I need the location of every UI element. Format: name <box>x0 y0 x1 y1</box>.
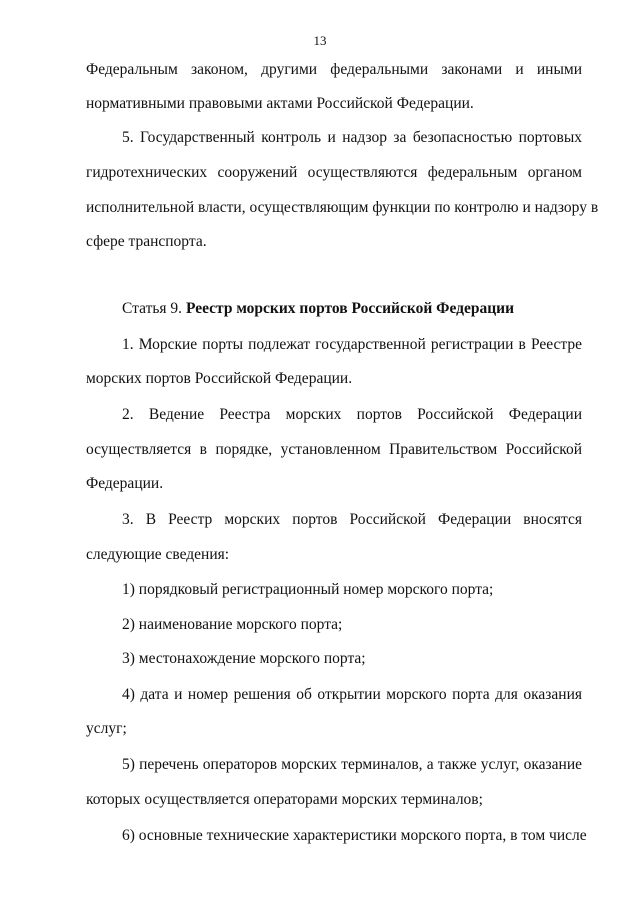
text-line: гидротехнических сооружений осуществляются федеральным органом <box>86 164 582 181</box>
list-item: 2) наименование морского порта; <box>122 616 343 633</box>
text-line: услуг; <box>86 720 127 737</box>
text-line: следующие сведения: <box>86 546 230 563</box>
text-line: сфере транспорта. <box>86 233 207 250</box>
text-line: 5. Государственный контроль и надзор за безопасностью портовых <box>122 129 582 146</box>
text-line: исполнительной власти, осуществляющим функции по контролю и надзору в <box>86 199 599 216</box>
text-line: которых осуществляется операторами морских терминалов; <box>86 791 483 808</box>
list-item: 3) местонахождение морского порта; <box>122 650 366 667</box>
text-line: осуществляется в порядке, установленном Правительством Российской <box>86 441 582 458</box>
text-line: нормативными правовыми актами Российской Федерации. <box>86 95 474 112</box>
article-number: Статья 9. <box>122 300 186 317</box>
list-item: 6) основные технические характеристики морского порта, в том числе <box>122 827 587 844</box>
text-line: 2. Ведение Реестра морских портов Российской Федерации <box>122 406 582 423</box>
text-line: Федеральным законом, другими федеральными законами и иными <box>86 61 582 78</box>
page-number: 13 <box>313 33 327 48</box>
article-heading <box>122 299 582 319</box>
text-line: 3. В Реестр морских портов Российской Федерации вносятся <box>122 511 582 528</box>
text-line: морских портов Российской Федерации. <box>86 370 353 387</box>
article-title: Реестр морских портов Российской Федерации <box>185 300 515 317</box>
list-item: 1) порядковый регистрационный номер морского порта; <box>122 581 494 598</box>
list-item: 4) дата и номер решения об открытии морского порта для оказания <box>122 686 582 703</box>
text-line: Федерации. <box>86 475 164 492</box>
list-item: 5) перечень операторов морских терминалов, а также услуг, оказание <box>122 756 582 773</box>
text-line: 1. Морские порты подлежат государственной регистрации в Реестре <box>122 336 582 353</box>
